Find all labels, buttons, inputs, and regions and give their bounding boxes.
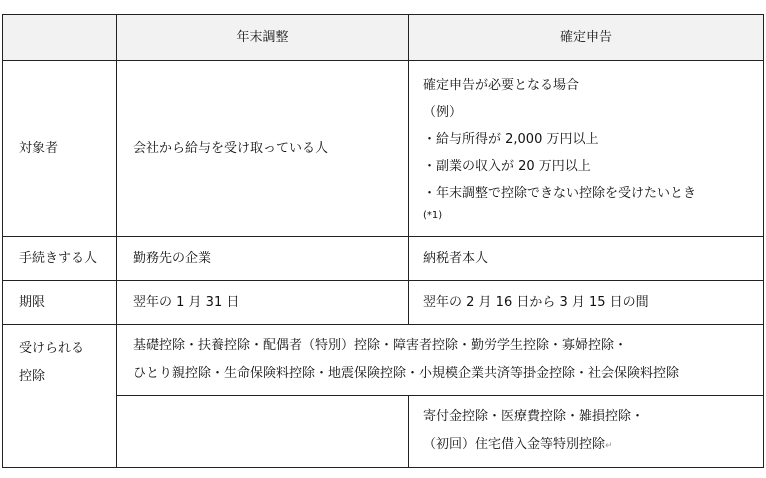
- row-label-kojo-line: 控除: [19, 369, 46, 384]
- kojo-common-line: 基礎控除・扶養控除・配偶者（特別）控除・障害者控除・勤労学生控除・寡婦控除・: [133, 338, 628, 353]
- header-kakutei: 確定申告: [409, 15, 764, 61]
- row-kojo-common: [3, 325, 764, 396]
- cell-kakutei-tetsuzuki: 納税者本人: [409, 237, 764, 281]
- header-nenmatsu: 年末調整: [117, 15, 409, 61]
- kakutei-line: 確定申告が必要となる場合: [423, 78, 580, 93]
- header-blank-cell: [3, 15, 117, 61]
- row-kigen: [3, 281, 764, 325]
- row-kojo-kakutei: [3, 396, 764, 468]
- row-label-kojo: [3, 325, 117, 468]
- cell-nenmatsu-tetsuzuki: 勤務先の企業: [117, 237, 409, 281]
- kojo-common-line: ひとり親控除・生命保険料控除・地震保険控除・小規模企業共済等掛金控除・社会保険料控除: [133, 366, 680, 381]
- comparison-table: [2, 14, 764, 468]
- cell-kakutei-kigen: 翌年の 2 月 16 日から 3 月 15 日の間: [409, 281, 764, 325]
- cell-kojo-nenmatsu-empty: [117, 396, 409, 468]
- kakutei-line: ・副業の収入が 20 万円以上: [423, 159, 591, 174]
- row-taishosha: [3, 61, 764, 237]
- row-label-tetsuzuki: 手続きする人: [3, 237, 117, 281]
- footnote-marker: (*1): [423, 210, 443, 221]
- kojo-kakutei-line: 寄付金控除・医療費控除・雑損控除・: [423, 409, 645, 424]
- cell-kojo-kakutei-only: [409, 396, 764, 468]
- row-tetsuzuki: [3, 237, 764, 281]
- row-label-kojo-line: 受けられる: [19, 341, 85, 356]
- row-label-taishosha: 対象者: [3, 61, 117, 237]
- cell-kakutei-taishosha: [409, 61, 764, 237]
- header-row: [3, 15, 764, 61]
- kojo-kakutei-line: [423, 431, 763, 460]
- kakutei-line: ・年末調整で控除できない控除を受けたいとき: [423, 186, 697, 201]
- kojo-kakutei-line-text: （初回）住宅借入金等特別控除: [423, 437, 606, 452]
- cell-nenmatsu-taishosha: 会社から給与を受け取っている人: [117, 61, 409, 237]
- cell-nenmatsu-kigen: 翌年の 1 月 31 日: [117, 281, 409, 325]
- row-label-kigen: 期限: [3, 281, 117, 325]
- kakutei-line: （例）: [423, 105, 463, 120]
- return-mark: ↵: [605, 441, 613, 451]
- kakutei-line: ・給与所得が 2,000 万円以上: [423, 132, 599, 147]
- cell-kojo-common: [117, 325, 764, 396]
